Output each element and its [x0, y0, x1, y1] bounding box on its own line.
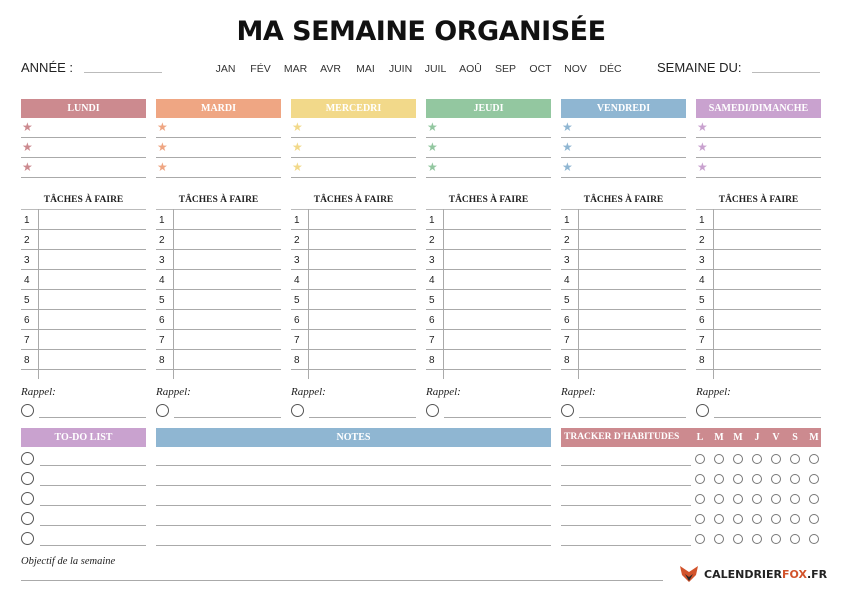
reminder-checkbox[interactable]: [156, 404, 169, 417]
task-row[interactable]: [561, 330, 686, 350]
task-number: 1: [699, 215, 705, 226]
priority-row[interactable]: [156, 138, 281, 158]
task-number: 4: [294, 275, 300, 286]
habit-line[interactable]: [561, 485, 691, 486]
task-number: 6: [564, 315, 570, 326]
priority-row[interactable]: [156, 118, 281, 138]
task-row[interactable]: [696, 330, 821, 350]
priority-row[interactable]: [426, 138, 551, 158]
task-number: 3: [294, 255, 300, 266]
star-icon: ★: [562, 120, 573, 134]
task-number: 2: [159, 235, 165, 246]
day-column: [291, 99, 416, 398]
brand-suffix: .FR: [806, 567, 828, 581]
priority-row[interactable]: [561, 118, 686, 138]
task-number: 3: [159, 255, 165, 266]
habit-day-label: V: [772, 432, 780, 443]
habit-line[interactable]: [561, 505, 691, 506]
star-icon: ★: [427, 160, 438, 174]
habit-day-label: J: [754, 432, 760, 443]
month-option[interactable]: SEP: [494, 63, 516, 75]
task-row[interactable]: [426, 230, 551, 250]
habit-checkbox[interactable]: [790, 454, 800, 464]
habit-checkbox[interactable]: [752, 514, 762, 524]
note-line[interactable]: [156, 545, 551, 546]
habit-checkbox[interactable]: [714, 494, 724, 504]
reminder-checkbox[interactable]: [561, 404, 574, 417]
todo-line[interactable]: [40, 465, 146, 466]
habit-checkbox[interactable]: [714, 534, 724, 544]
todo-line[interactable]: [40, 485, 146, 486]
habit-checkbox[interactable]: [771, 454, 781, 464]
task-row[interactable]: [696, 350, 821, 370]
month-selector: [208, 63, 640, 75]
task-row[interactable]: [426, 330, 551, 350]
task-row[interactable]: [561, 270, 686, 290]
task-row[interactable]: [561, 250, 686, 270]
tasks-title: TÂCHES À FAIRE: [448, 195, 529, 205]
habit-day-label: M: [809, 432, 819, 443]
task-number: 3: [564, 255, 570, 266]
task-row[interactable]: [156, 230, 281, 250]
task-number: 3: [429, 255, 435, 266]
star-icon: ★: [562, 160, 573, 174]
reminder-line[interactable]: [309, 417, 416, 418]
task-number: 7: [429, 335, 435, 346]
habit-checkbox[interactable]: [695, 454, 705, 464]
priority-row[interactable]: [21, 118, 146, 138]
priority-row[interactable]: [426, 158, 551, 178]
task-number: 8: [159, 355, 165, 366]
task-number: 4: [564, 275, 570, 286]
note-line[interactable]: [156, 505, 551, 506]
month-option[interactable]: AOÛ: [459, 63, 482, 75]
task-number: 6: [699, 315, 705, 326]
task-row[interactable]: [291, 250, 416, 270]
habit-checkbox[interactable]: [695, 534, 705, 544]
task-row[interactable]: [156, 310, 281, 330]
priority-row[interactable]: [561, 158, 686, 178]
month-option[interactable]: JUIN: [388, 63, 413, 75]
star-icon: ★: [697, 140, 708, 154]
habit-line[interactable]: [561, 465, 691, 466]
month-option[interactable]: MAR: [283, 63, 308, 75]
day-column: [696, 99, 821, 398]
habit-checkbox[interactable]: [752, 534, 762, 544]
task-row[interactable]: [426, 350, 551, 370]
day-column: [426, 99, 551, 398]
reminder-line[interactable]: [444, 417, 551, 418]
task-number: 4: [24, 275, 30, 286]
task-number: 5: [564, 295, 570, 306]
task-row[interactable]: [156, 290, 281, 310]
priority-row[interactable]: [426, 118, 551, 138]
tasks-title: TÂCHES À FAIRE: [718, 195, 799, 205]
task-row[interactable]: [426, 310, 551, 330]
day-column: [561, 99, 686, 398]
task-number: 7: [564, 335, 570, 346]
month-option[interactable]: MAI: [356, 63, 375, 75]
star-icon: ★: [157, 140, 168, 154]
task-number: 1: [24, 215, 30, 226]
task-row[interactable]: [21, 290, 146, 310]
year-label: ANNÉE :: [21, 60, 74, 75]
reminder-label: Rappel:: [156, 386, 191, 398]
task-number: 3: [699, 255, 705, 266]
habit-checkbox[interactable]: [695, 474, 705, 484]
week-input-line[interactable]: [752, 72, 820, 73]
priority-row[interactable]: [291, 118, 416, 138]
star-icon: ★: [292, 140, 303, 154]
brand-logo: [680, 566, 827, 582]
task-number: 3: [24, 255, 30, 266]
task-row[interactable]: [426, 290, 551, 310]
task-row[interactable]: [426, 270, 551, 290]
task-list: [696, 209, 821, 370]
star-icon: ★: [22, 120, 33, 134]
task-divider: [713, 209, 714, 379]
brand-accent: FOX: [782, 567, 807, 581]
task-number: 5: [429, 295, 435, 306]
priority-row[interactable]: [696, 118, 821, 138]
task-row[interactable]: [21, 270, 146, 290]
task-row[interactable]: [21, 230, 146, 250]
note-line[interactable]: [156, 465, 551, 466]
task-list: [426, 209, 551, 370]
task-row[interactable]: [696, 230, 821, 250]
star-icon: ★: [292, 160, 303, 174]
task-list: [561, 209, 686, 370]
habit-day-label: M: [733, 432, 743, 443]
task-row[interactable]: [561, 210, 686, 230]
task-number: 4: [159, 275, 165, 286]
note-line[interactable]: [156, 525, 551, 526]
todo-line[interactable]: [40, 545, 146, 546]
task-row[interactable]: [561, 350, 686, 370]
habit-checkbox[interactable]: [809, 534, 819, 544]
task-row[interactable]: [21, 350, 146, 370]
task-row[interactable]: [561, 290, 686, 310]
habit-checkbox[interactable]: [771, 494, 781, 504]
habit-checkbox[interactable]: [790, 494, 800, 504]
reminder-line[interactable]: [579, 417, 686, 418]
task-number: 7: [699, 335, 705, 346]
habit-checkbox[interactable]: [790, 534, 800, 544]
task-divider: [173, 209, 174, 379]
year-input-line[interactable]: [84, 72, 162, 73]
habit-tracker-title: TRACKER D'HABITUDES: [564, 432, 680, 442]
habit-checkbox[interactable]: [809, 474, 819, 484]
weekly-goal-label: Objectif de la semaine: [21, 556, 116, 567]
month-option[interactable]: NOV: [564, 63, 587, 75]
star-icon: ★: [697, 160, 708, 174]
task-number: 4: [699, 275, 705, 286]
habit-day-label: M: [714, 432, 724, 443]
task-row[interactable]: [696, 270, 821, 290]
month-option[interactable]: OCT: [529, 63, 552, 75]
habit-checkbox[interactable]: [733, 474, 743, 484]
star-icon: ★: [292, 120, 303, 134]
reminder-label: Rappel:: [291, 386, 326, 398]
task-row[interactable]: [156, 250, 281, 270]
priority-row[interactable]: [291, 138, 416, 158]
habit-checkbox[interactable]: [733, 494, 743, 504]
star-icon: ★: [427, 140, 438, 154]
task-number: 2: [699, 235, 705, 246]
reminder-line[interactable]: [174, 417, 281, 418]
reminder-label: Rappel:: [21, 386, 56, 398]
task-row[interactable]: [291, 350, 416, 370]
star-icon: ★: [22, 140, 33, 154]
todo-header: TO-DO LIST: [21, 428, 146, 447]
reminder-line[interactable]: [714, 417, 821, 418]
task-row[interactable]: [156, 210, 281, 230]
fox-icon: [680, 566, 698, 582]
habit-day-label: L: [696, 432, 704, 443]
habit-checkbox[interactable]: [714, 454, 724, 464]
task-row[interactable]: [291, 290, 416, 310]
star-icon: ★: [697, 120, 708, 134]
task-row[interactable]: [21, 330, 146, 350]
day-column: [21, 99, 146, 398]
reminder-label: Rappel:: [696, 386, 731, 398]
task-row[interactable]: [291, 330, 416, 350]
task-row[interactable]: [21, 310, 146, 330]
task-row[interactable]: [291, 210, 416, 230]
task-row[interactable]: [561, 310, 686, 330]
priority-row[interactable]: [291, 158, 416, 178]
todo-checkbox[interactable]: [21, 492, 34, 505]
habit-checkbox[interactable]: [809, 494, 819, 504]
task-number: 5: [24, 295, 30, 306]
page-title: MA SEMAINE ORGANISÉE: [236, 16, 606, 47]
habit-checkbox[interactable]: [695, 494, 705, 504]
todo-checkbox[interactable]: [21, 472, 34, 485]
habit-checkbox[interactable]: [733, 534, 743, 544]
task-divider: [38, 209, 39, 379]
task-number: 6: [159, 315, 165, 326]
habit-checkbox[interactable]: [790, 474, 800, 484]
task-row[interactable]: [696, 210, 821, 230]
task-row[interactable]: [696, 250, 821, 270]
day-header: MERCEDRI: [291, 99, 416, 118]
reminder-label: Rappel:: [426, 386, 461, 398]
habit-checkbox[interactable]: [752, 494, 762, 504]
task-divider: [443, 209, 444, 379]
tasks-title: TÂCHES À FAIRE: [178, 195, 259, 205]
star-icon: ★: [22, 160, 33, 174]
week-label: SEMAINE DU:: [657, 60, 742, 75]
task-row[interactable]: [21, 250, 146, 270]
task-number: 1: [159, 215, 165, 226]
task-row[interactable]: [561, 230, 686, 250]
task-number: 5: [159, 295, 165, 306]
priority-row[interactable]: [561, 138, 686, 158]
task-number: 7: [294, 335, 300, 346]
tasks-title: TÂCHES À FAIRE: [313, 195, 394, 205]
month-option[interactable]: JAN: [215, 63, 236, 75]
habit-checkbox[interactable]: [809, 454, 819, 464]
tasks-title: TÂCHES À FAIRE: [583, 195, 664, 205]
task-row[interactable]: [696, 290, 821, 310]
habit-checkbox[interactable]: [771, 514, 781, 524]
weekly-goal-line[interactable]: [21, 580, 663, 581]
task-divider: [578, 209, 579, 379]
priority-row[interactable]: [696, 138, 821, 158]
notes-header: NOTES: [156, 428, 551, 447]
task-number: 8: [429, 355, 435, 366]
task-number: 1: [294, 215, 300, 226]
priority-row[interactable]: [21, 138, 146, 158]
task-row[interactable]: [696, 310, 821, 330]
note-line[interactable]: [156, 485, 551, 486]
task-number: 6: [24, 315, 30, 326]
month-option[interactable]: JUIL: [424, 63, 447, 75]
task-row[interactable]: [426, 250, 551, 270]
task-number: 1: [564, 215, 570, 226]
task-row[interactable]: [156, 330, 281, 350]
habit-checkbox[interactable]: [809, 514, 819, 524]
habit-checkbox[interactable]: [771, 534, 781, 544]
habit-day-label: S: [792, 432, 798, 443]
day-header: LUNDI: [21, 99, 146, 118]
task-number: 7: [159, 335, 165, 346]
habit-line[interactable]: [561, 545, 691, 546]
habit-checkbox[interactable]: [752, 474, 762, 484]
day-column: [156, 99, 281, 398]
day-header: JEUDI: [426, 99, 551, 118]
todo-line[interactable]: [40, 505, 146, 506]
star-icon: ★: [427, 120, 438, 134]
task-row[interactable]: [156, 350, 281, 370]
task-number: 2: [24, 235, 30, 246]
task-row[interactable]: [291, 310, 416, 330]
star-icon: ★: [562, 140, 573, 154]
task-row[interactable]: [21, 210, 146, 230]
task-number: 1: [429, 215, 435, 226]
habit-line[interactable]: [561, 525, 691, 526]
task-number: 7: [24, 335, 30, 346]
habit-checkbox[interactable]: [752, 454, 762, 464]
task-row[interactable]: [291, 230, 416, 250]
task-row[interactable]: [426, 210, 551, 230]
habit-checkbox[interactable]: [714, 514, 724, 524]
task-list: [21, 209, 146, 370]
todo-checkbox[interactable]: [21, 532, 34, 545]
star-icon: ★: [157, 160, 168, 174]
task-number: 8: [294, 355, 300, 366]
task-row[interactable]: [291, 270, 416, 290]
priority-row[interactable]: [696, 158, 821, 178]
brand-main: CALENDRIER: [704, 567, 782, 581]
reminder-checkbox[interactable]: [426, 404, 439, 417]
month-option[interactable]: AVR: [320, 63, 341, 75]
task-number: 2: [294, 235, 300, 246]
habit-checkbox[interactable]: [733, 454, 743, 464]
tasks-title: TÂCHES À FAIRE: [43, 195, 124, 205]
habit-checkbox[interactable]: [771, 474, 781, 484]
reminder-checkbox[interactable]: [291, 404, 304, 417]
star-icon: ★: [157, 120, 168, 134]
day-header: MARDI: [156, 99, 281, 118]
reminder-line[interactable]: [39, 417, 146, 418]
todo-checkbox[interactable]: [21, 512, 34, 525]
task-list: [291, 209, 416, 370]
task-number: 8: [564, 355, 570, 366]
task-number: 6: [429, 315, 435, 326]
task-divider: [308, 209, 309, 379]
task-number: 6: [294, 315, 300, 326]
task-list: [156, 209, 281, 370]
reminder-checkbox[interactable]: [696, 404, 709, 417]
todo-checkbox[interactable]: [21, 452, 34, 465]
habit-checkbox[interactable]: [714, 474, 724, 484]
month-option[interactable]: FÉV: [250, 63, 271, 75]
habit-checkbox[interactable]: [790, 514, 800, 524]
habit-checkbox[interactable]: [733, 514, 743, 524]
day-header: SAMEDI/DIMANCHE: [696, 99, 821, 118]
reminder-label: Rappel:: [561, 386, 596, 398]
month-option[interactable]: DÉC: [599, 63, 622, 75]
reminder-checkbox[interactable]: [21, 404, 34, 417]
priority-row[interactable]: [156, 158, 281, 178]
task-number: 2: [429, 235, 435, 246]
habit-checkbox[interactable]: [695, 514, 705, 524]
task-number: 8: [24, 355, 30, 366]
task-number: 5: [699, 295, 705, 306]
task-number: 2: [564, 235, 570, 246]
day-header: VENDREDI: [561, 99, 686, 118]
priority-row[interactable]: [21, 158, 146, 178]
task-number: 5: [294, 295, 300, 306]
task-row[interactable]: [156, 270, 281, 290]
task-number: 8: [699, 355, 705, 366]
todo-line[interactable]: [40, 525, 146, 526]
task-number: 4: [429, 275, 435, 286]
